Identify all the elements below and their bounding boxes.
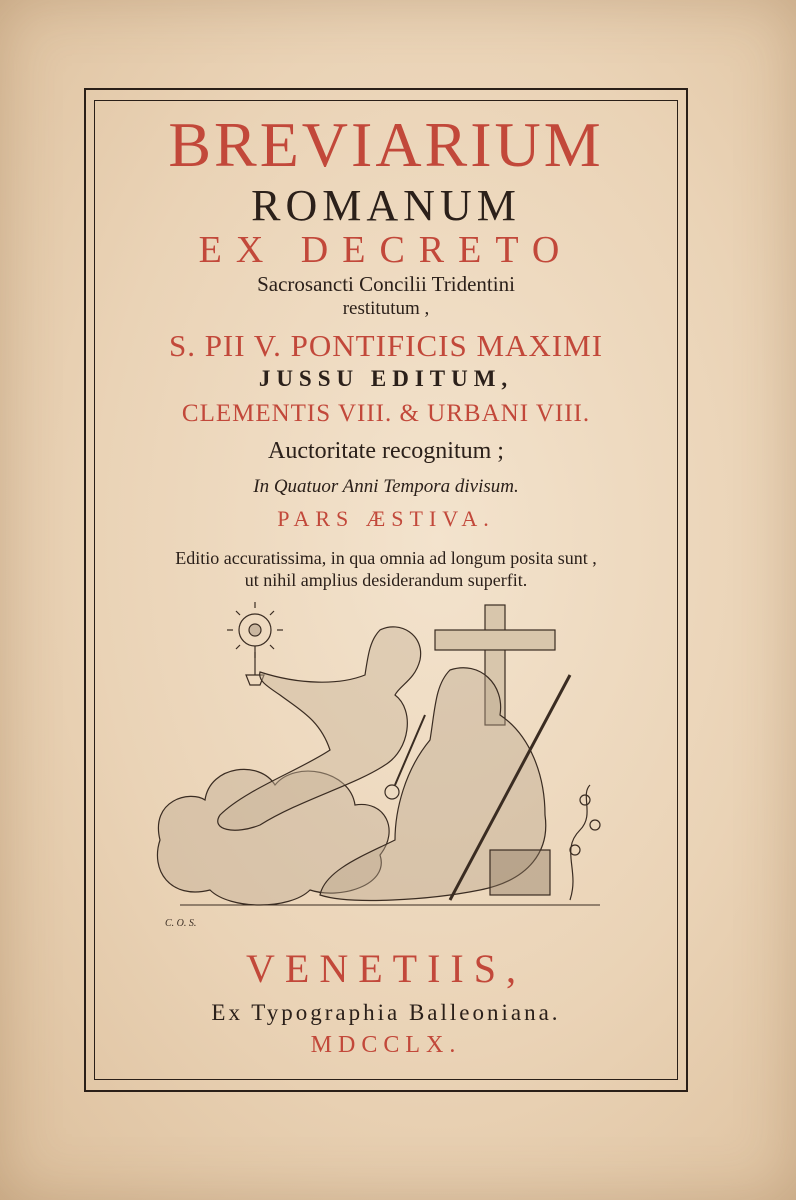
- subtitle-concilii: Sacrosancti Concilii Tridentini: [257, 272, 515, 296]
- imprint-printer: Ex Typographia Balleoniana.: [211, 1000, 561, 1025]
- engraving-illustration: [150, 600, 620, 930]
- subtitle-clementis: CLEMENTIS VIII. & URBANI VIII.: [181, 400, 591, 427]
- subtitle-pars-aestiva: PARS ÆSTIVA.: [277, 506, 495, 531]
- subtitle-quatuor-tempora: In Quatuor Anni Tempora divisum.: [253, 476, 519, 497]
- imprint-place: VENETIIS,: [246, 946, 526, 991]
- edition-note-line1: Editio accuratissima, in qua omnia ad longum posita sunt ,: [175, 548, 597, 568]
- monstrance-icon: [227, 602, 283, 685]
- subtitle-restitutum: restitutum ,: [342, 298, 430, 319]
- title-ex-decreto: EX DECRETO: [198, 229, 574, 271]
- title-breviarium: BREVIARIUM: [168, 109, 604, 180]
- imprint-year: MDCCLX.: [310, 1032, 462, 1058]
- subtitle-jussu-editum: JUSSU EDITUM,: [258, 366, 514, 391]
- title-romanum: ROMANUM: [251, 181, 521, 230]
- subtitle-pii-v: S. PII V. PONTIFICIS MAXIMI: [168, 328, 604, 363]
- engraver-mark: C. O. S.: [165, 918, 197, 929]
- edition-note-line2: ut nihil amplius desiderandum superfit.: [244, 570, 528, 590]
- basket-icon: [490, 850, 550, 895]
- subtitle-auctoritate: Auctoritate recognitum ;: [268, 438, 504, 464]
